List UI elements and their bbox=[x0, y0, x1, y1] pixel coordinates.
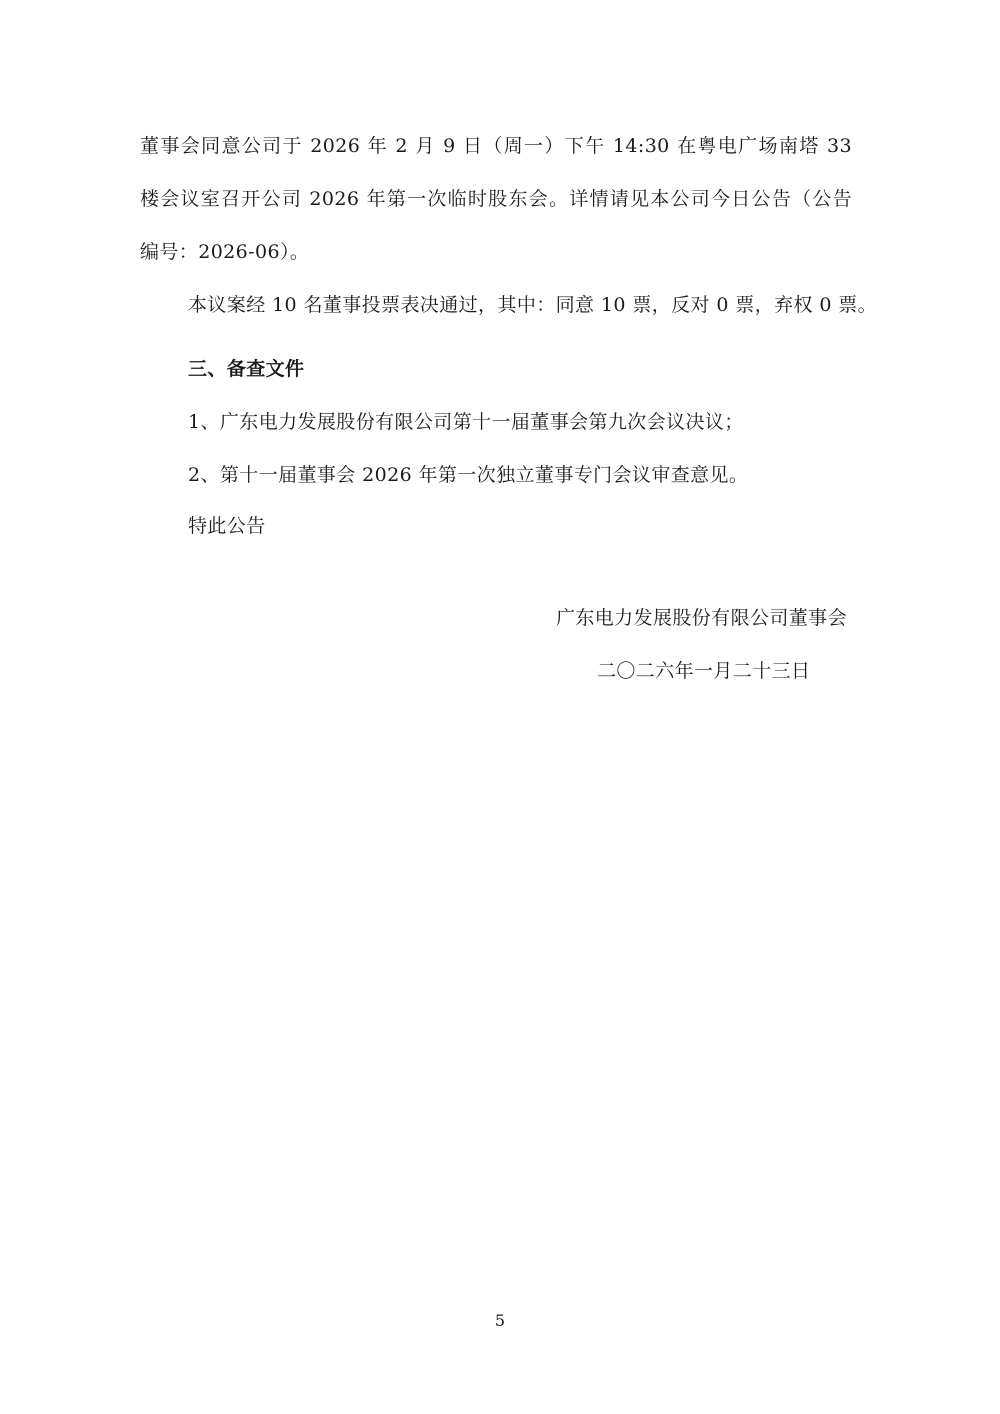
page-number: 5 bbox=[494, 1311, 506, 1330]
paragraph-meeting-line-1: 董事会同意公司于 2026 年 2 月 9 日（周一）下午 14:30 在粤电广场南塔 33 bbox=[140, 135, 852, 157]
reference-document-item-2: 2、第十一届董事会 2026 年第一次独立董事专门会议审查意见。 bbox=[188, 464, 749, 486]
paragraph-meeting-line-3: 编号：2026-06）。 bbox=[140, 241, 310, 263]
signature-company: 广东电力发展股份有限公司董事会 bbox=[555, 607, 847, 629]
signature-date: 二〇二六年一月二十三日 bbox=[597, 660, 811, 682]
paragraph-vote-result: 本议案经 10 名董事投票表决通过，其中：同意 10 票，反对 0 票，弃权 0 票。 bbox=[188, 294, 878, 316]
closing-statement: 特此公告 bbox=[188, 515, 266, 537]
reference-document-item-1: 1、广东电力发展股份有限公司第十一届董事会第九次会议决议； bbox=[188, 411, 744, 433]
paragraph-meeting-line-2: 楼会议室召开公司 2026 年第一次临时股东会。详情请见本公司今日公告（公告 bbox=[140, 188, 852, 210]
section-heading-reference-documents: 三、备查文件 bbox=[188, 358, 305, 380]
